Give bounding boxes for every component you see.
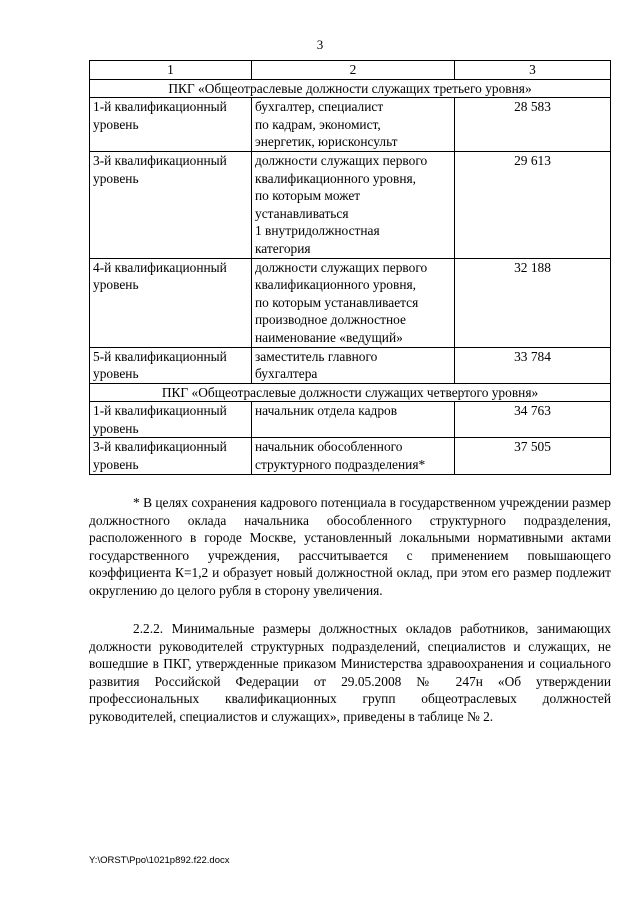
salary-table [89, 60, 611, 475]
qualification-level-cell [90, 347, 252, 383]
position-line: заместитель главного [255, 348, 378, 364]
file-path-footer: Y:\ORST\Ppo\1021p892.f22.docx [89, 855, 230, 866]
qualification-level-cell [90, 258, 252, 347]
footnote-paragraph: * В целях сохранения кадрового потенциала в государственном учреждении размер должностного оклада начальника обособленного структурного подразделения, расположенного в городе Москве, установленный локальными нормативными актами государственного учреждения, рассчитывается с применением повышающего коэффициента К=1,2 и образует новый должностной оклад, при этом его размер подлежит округлению до целого рубля в сторону увеличения. [89, 495, 611, 598]
salary-cell: 32 188 [455, 258, 611, 347]
table-row [90, 402, 611, 438]
salary-cell: 37 505 [455, 438, 611, 474]
position-line: наименование «ведущий» [255, 329, 403, 345]
salary-cell: 33 784 [455, 347, 611, 383]
qualification-level-line: уровень [93, 277, 139, 293]
position-line: начальник обособленного [255, 439, 403, 455]
qualification-level-line: 1-й квалификационный [93, 403, 227, 419]
qualification-level-line: уровень [93, 366, 139, 382]
column-header-2: 2 [252, 61, 455, 80]
qualification-level-line: уровень [93, 116, 139, 132]
qualification-level-line: 4-й квалификационный [93, 259, 227, 275]
group-header-row [90, 79, 611, 98]
positions-cell [252, 258, 455, 347]
position-line: энергетик, юрисконсульт [255, 134, 398, 150]
positions-cell [252, 151, 455, 258]
table-header-row [90, 61, 611, 80]
qualification-level-line: 3-й квалификационный [93, 152, 227, 168]
section-paragraph: 2.2.2. Минимальные размеры должностных окладов работников, занимающих должности руководителей структурных подразделений, специалистов и служащих, не вошедшие в ПКГ, утвержденные приказом Министерства здравоохранения и социального развития Российской Федерации от 29.05.2008 № 247н «Об утверждении профессиональных квалификационных групп общеотраслевых должностей руководителей, специалистов и служащих», приведены в таблице № 2. [89, 621, 611, 724]
column-header-1: 1 [90, 61, 252, 80]
positions-cell [252, 347, 455, 383]
qualification-level-line: 1-й квалификационный [93, 99, 227, 115]
table-row [90, 151, 611, 258]
qualification-level-line: уровень [93, 420, 139, 436]
position-line: бухгалтера [255, 366, 318, 382]
qualification-level-cell [90, 402, 252, 438]
position-line: квалификационного уровня, [255, 170, 416, 186]
qualification-level-line: уровень [93, 170, 139, 186]
salary-cell: 29 613 [455, 151, 611, 258]
qualification-level-cell [90, 151, 252, 258]
position-line: 1 внутридолжностная [255, 223, 380, 239]
position-line: устанавливаться [255, 205, 349, 221]
qualification-level-line: 3-й квалификационный [93, 439, 227, 455]
position-line: бухгалтер, специалист [255, 99, 384, 115]
page-number: 3 [316, 37, 324, 52]
positions-cell [252, 438, 455, 474]
table-row [90, 438, 611, 474]
position-line: по которым устанавливается [255, 294, 419, 310]
qualification-level-line: уровень [93, 457, 139, 473]
qualification-level-cell [90, 438, 252, 474]
position-line: по которым может [255, 188, 361, 204]
qualification-level-cell [90, 98, 252, 152]
positions-cell [252, 402, 455, 438]
position-line: по кадрам, экономист, [255, 116, 381, 132]
group-title: ПКГ «Общеотраслевые должности служащих третьего уровня» [90, 79, 611, 98]
position-line: квалификационного уровня, [255, 277, 416, 293]
position-line: должности служащих первого [255, 259, 428, 275]
column-header-3: 3 [455, 61, 611, 80]
qualification-level-line: 5-й квалификационный [93, 348, 227, 364]
group-title: ПКГ «Общеотраслевые должности служащих четвертого уровня» [90, 383, 611, 402]
table-row [90, 258, 611, 347]
position-line: начальник отдела кадров [255, 403, 398, 419]
salary-cell: 34 763 [455, 402, 611, 438]
group-header-row [90, 383, 611, 402]
salary-cell: 28 583 [455, 98, 611, 152]
table-row [90, 347, 611, 383]
position-line: производное должностное [255, 312, 406, 328]
positions-cell [252, 98, 455, 152]
table-row [90, 98, 611, 152]
position-line: должности служащих первого [255, 152, 428, 168]
position-line: структурного подразделения* [255, 457, 426, 473]
position-line: категория [255, 240, 311, 256]
salary-table-body [90, 61, 611, 475]
